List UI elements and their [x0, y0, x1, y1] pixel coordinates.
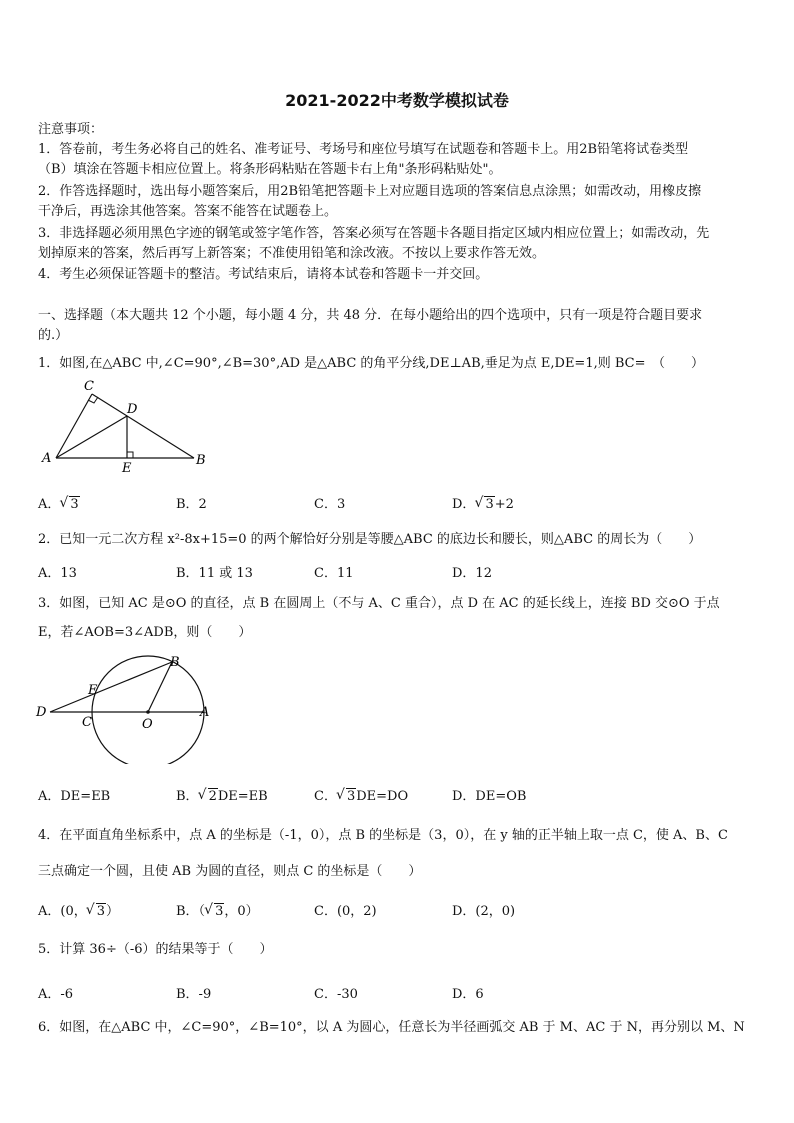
q3-option-c-label: C．	[314, 789, 337, 804]
q6-stem: 6．如图，在△ABC 中，∠C=90°，∠B=10°，以 A 为圆心，任意长为半径画弧交 AB 于 M、AC 于 N，再分别以 M、N	[38, 1020, 745, 1035]
q5-option-a[interactable]: A．-6	[38, 987, 74, 1002]
q1-option-a-radicand: 3	[70, 497, 79, 512]
q3-radius-ob	[148, 662, 172, 712]
q2-options	[38, 562, 758, 582]
note-1-line-2: （B）填涂在答题卡相应位置上。将条形码粘贴在答题卡右上角"条形码粘贴处"。	[38, 162, 502, 177]
q1-label-e: E	[122, 461, 132, 476]
q1-side-ac	[56, 394, 92, 458]
q2-option-a[interactable]: A．13	[38, 566, 77, 581]
q1-label-a: A	[42, 451, 52, 466]
q4-option-b-label: B．（	[176, 904, 206, 919]
q4-option-a-suffix: ）	[106, 904, 120, 919]
note-2-line-2: 干净后，再选涂其他答案。答案不能答在试题卷上。	[38, 204, 338, 219]
q3-label-d: D	[36, 705, 47, 720]
q4-option-d[interactable]: D．(2，0)	[452, 904, 516, 919]
q3-option-b-radicand: 2	[208, 789, 217, 804]
q1-options	[38, 493, 758, 513]
q3-option-d[interactable]: D．DE=OB	[452, 789, 527, 804]
q4-options	[38, 900, 758, 920]
q4-option-b[interactable]	[176, 900, 259, 919]
q3-option-b[interactable]	[176, 785, 268, 804]
q3-label-b: B	[170, 655, 180, 670]
q4-option-a[interactable]	[38, 900, 119, 919]
q3-stem-line-1: 3．如图，已知 AC 是⊙O 的直径，点 B 在圆周上（不与 A、C 重合），点 D 在 AC 的延长线上，连接 BD 交⊙O 于点	[38, 596, 720, 611]
q1-option-d-suffix: +2	[494, 497, 514, 512]
note-3-line-2: 划掉原来的答案，然后再写上新答案；不准使用铅笔和涂改液。不按以上要求作答无效。	[38, 246, 546, 261]
note-3-line-1: 3．非选择题必须用黑色字迹的钢笔或签字笔作答，答案必须写在答题卡各题目指定区域内相应位置上；如需改动，先	[38, 226, 710, 241]
sqrt-symbol	[199, 789, 218, 804]
sqrt-symbol	[337, 789, 356, 804]
q3-option-c-radicand: 3	[346, 789, 356, 804]
q5-option-b[interactable]: B．-9	[176, 987, 212, 1002]
q4-option-a-radicand: 3	[96, 904, 106, 919]
q1-right-angle-e	[127, 452, 133, 458]
q1-option-d-radicand: 3	[485, 497, 494, 512]
q1-stem: 1．如图,在△ABC 中,∠C=90°,∠B=30°,AD 是△ABC 的角平分线,DE⊥AB,垂足为点 E,DE=1,则 BC= （ ）	[38, 356, 704, 371]
q1-triangle-figure	[38, 376, 218, 476]
q3-option-c-suffix: DE=DO	[356, 789, 409, 804]
q1-label-c: C	[84, 379, 94, 394]
q4-option-b-radicand: 3	[215, 904, 224, 919]
q1-option-a-label: A．	[38, 497, 61, 512]
q4-option-b-suffix: ，0）	[224, 904, 259, 919]
exam-title: 2021-2022中考数学模拟试卷	[285, 91, 509, 110]
q3-label-a: A	[200, 705, 210, 720]
q1-option-a[interactable]	[38, 493, 80, 512]
q5-stem: 5．计算 36÷（-6）的结果等于（ ）	[38, 942, 273, 957]
q1-bisector-ad	[56, 416, 127, 458]
q4-stem-line-1: 4．在平面直角坐标系中，点 A 的坐标是（-1，0），点 B 的坐标是（3，0），在 y 轴的正半轴上取一点 C，使 A、B、C	[38, 828, 728, 843]
q3-option-b-label: B．	[176, 789, 199, 804]
q3-center-point	[146, 710, 150, 714]
q1-side-cb	[92, 394, 194, 458]
q3-option-c[interactable]	[314, 785, 408, 804]
q3-circle-figure	[34, 652, 214, 764]
q2-stem: 2．已知一元二次方程 x²-8x+15=0 的两个解恰好分别是等腰△ABC 的底边长和腰长，则△ABC 的周长为（ ）	[38, 532, 702, 547]
q3-options	[38, 785, 758, 805]
q4-option-c[interactable]: C．(0，2)	[314, 904, 377, 919]
q1-option-d[interactable]	[452, 493, 514, 512]
q4-stem-line-2: 三点确定一个圆，且使 AB 为圆的直径，则点 C 的坐标是（ ）	[38, 864, 422, 879]
notes-heading: 注意事项：	[38, 122, 104, 137]
q3-stem-line-2: E，若∠AOB=3∠ADB，则（ ）	[38, 625, 252, 640]
q5-option-d[interactable]: D．6	[452, 987, 484, 1002]
q1-label-d: D	[127, 402, 138, 417]
note-1-line-1: 1．答卷前，考生务必将自己的姓名、准考证号、考场号和座位号填写在试题卷和答题卡上。用2B铅笔将试卷类型	[38, 142, 689, 157]
q1-label-b: B	[196, 453, 206, 468]
sqrt-symbol	[475, 497, 494, 512]
q1-option-d-label: D．	[452, 497, 476, 512]
sqrt-symbol	[87, 904, 106, 919]
q3-label-e: E	[88, 683, 98, 698]
q3-option-b-suffix: DE=EB	[217, 789, 268, 804]
q3-option-a[interactable]: A．DE=EB	[38, 789, 111, 804]
q2-option-d[interactable]: D．12	[452, 566, 492, 581]
q5-option-c[interactable]: C．-30	[314, 987, 358, 1002]
sqrt-symbol	[205, 904, 224, 919]
q2-option-c[interactable]: C．11	[314, 566, 354, 581]
q3-label-c: C	[82, 715, 92, 730]
q1-option-b[interactable]: B．2	[176, 497, 207, 512]
q3-label-o: O	[142, 717, 153, 732]
note-2-line-1: 2．作答选择题时，选出每小题答案后，用2B铅笔把答题卡上对应题目选项的答案信息点涂黑；如需改动，用橡皮擦	[38, 184, 702, 199]
q5-options	[38, 983, 758, 1003]
q2-option-b[interactable]: B．11 或 13	[176, 566, 253, 581]
q1-option-c[interactable]: C．3	[314, 497, 346, 512]
section-heading-line-2: 的.）	[38, 328, 69, 343]
q4-option-a-label: A．(0，	[38, 904, 87, 919]
section-heading-line-1: 一、选择题（本大题共 12 个小题，每小题 4 分，共 48 分．在每小题给出的四个选项中，只有一项是符合题目要求	[38, 308, 703, 323]
sqrt-symbol	[60, 497, 79, 512]
note-4: 4．考生必须保证答题卡的整洁。考试结束后，请将本试卷和答题卡一并交回。	[38, 267, 489, 282]
